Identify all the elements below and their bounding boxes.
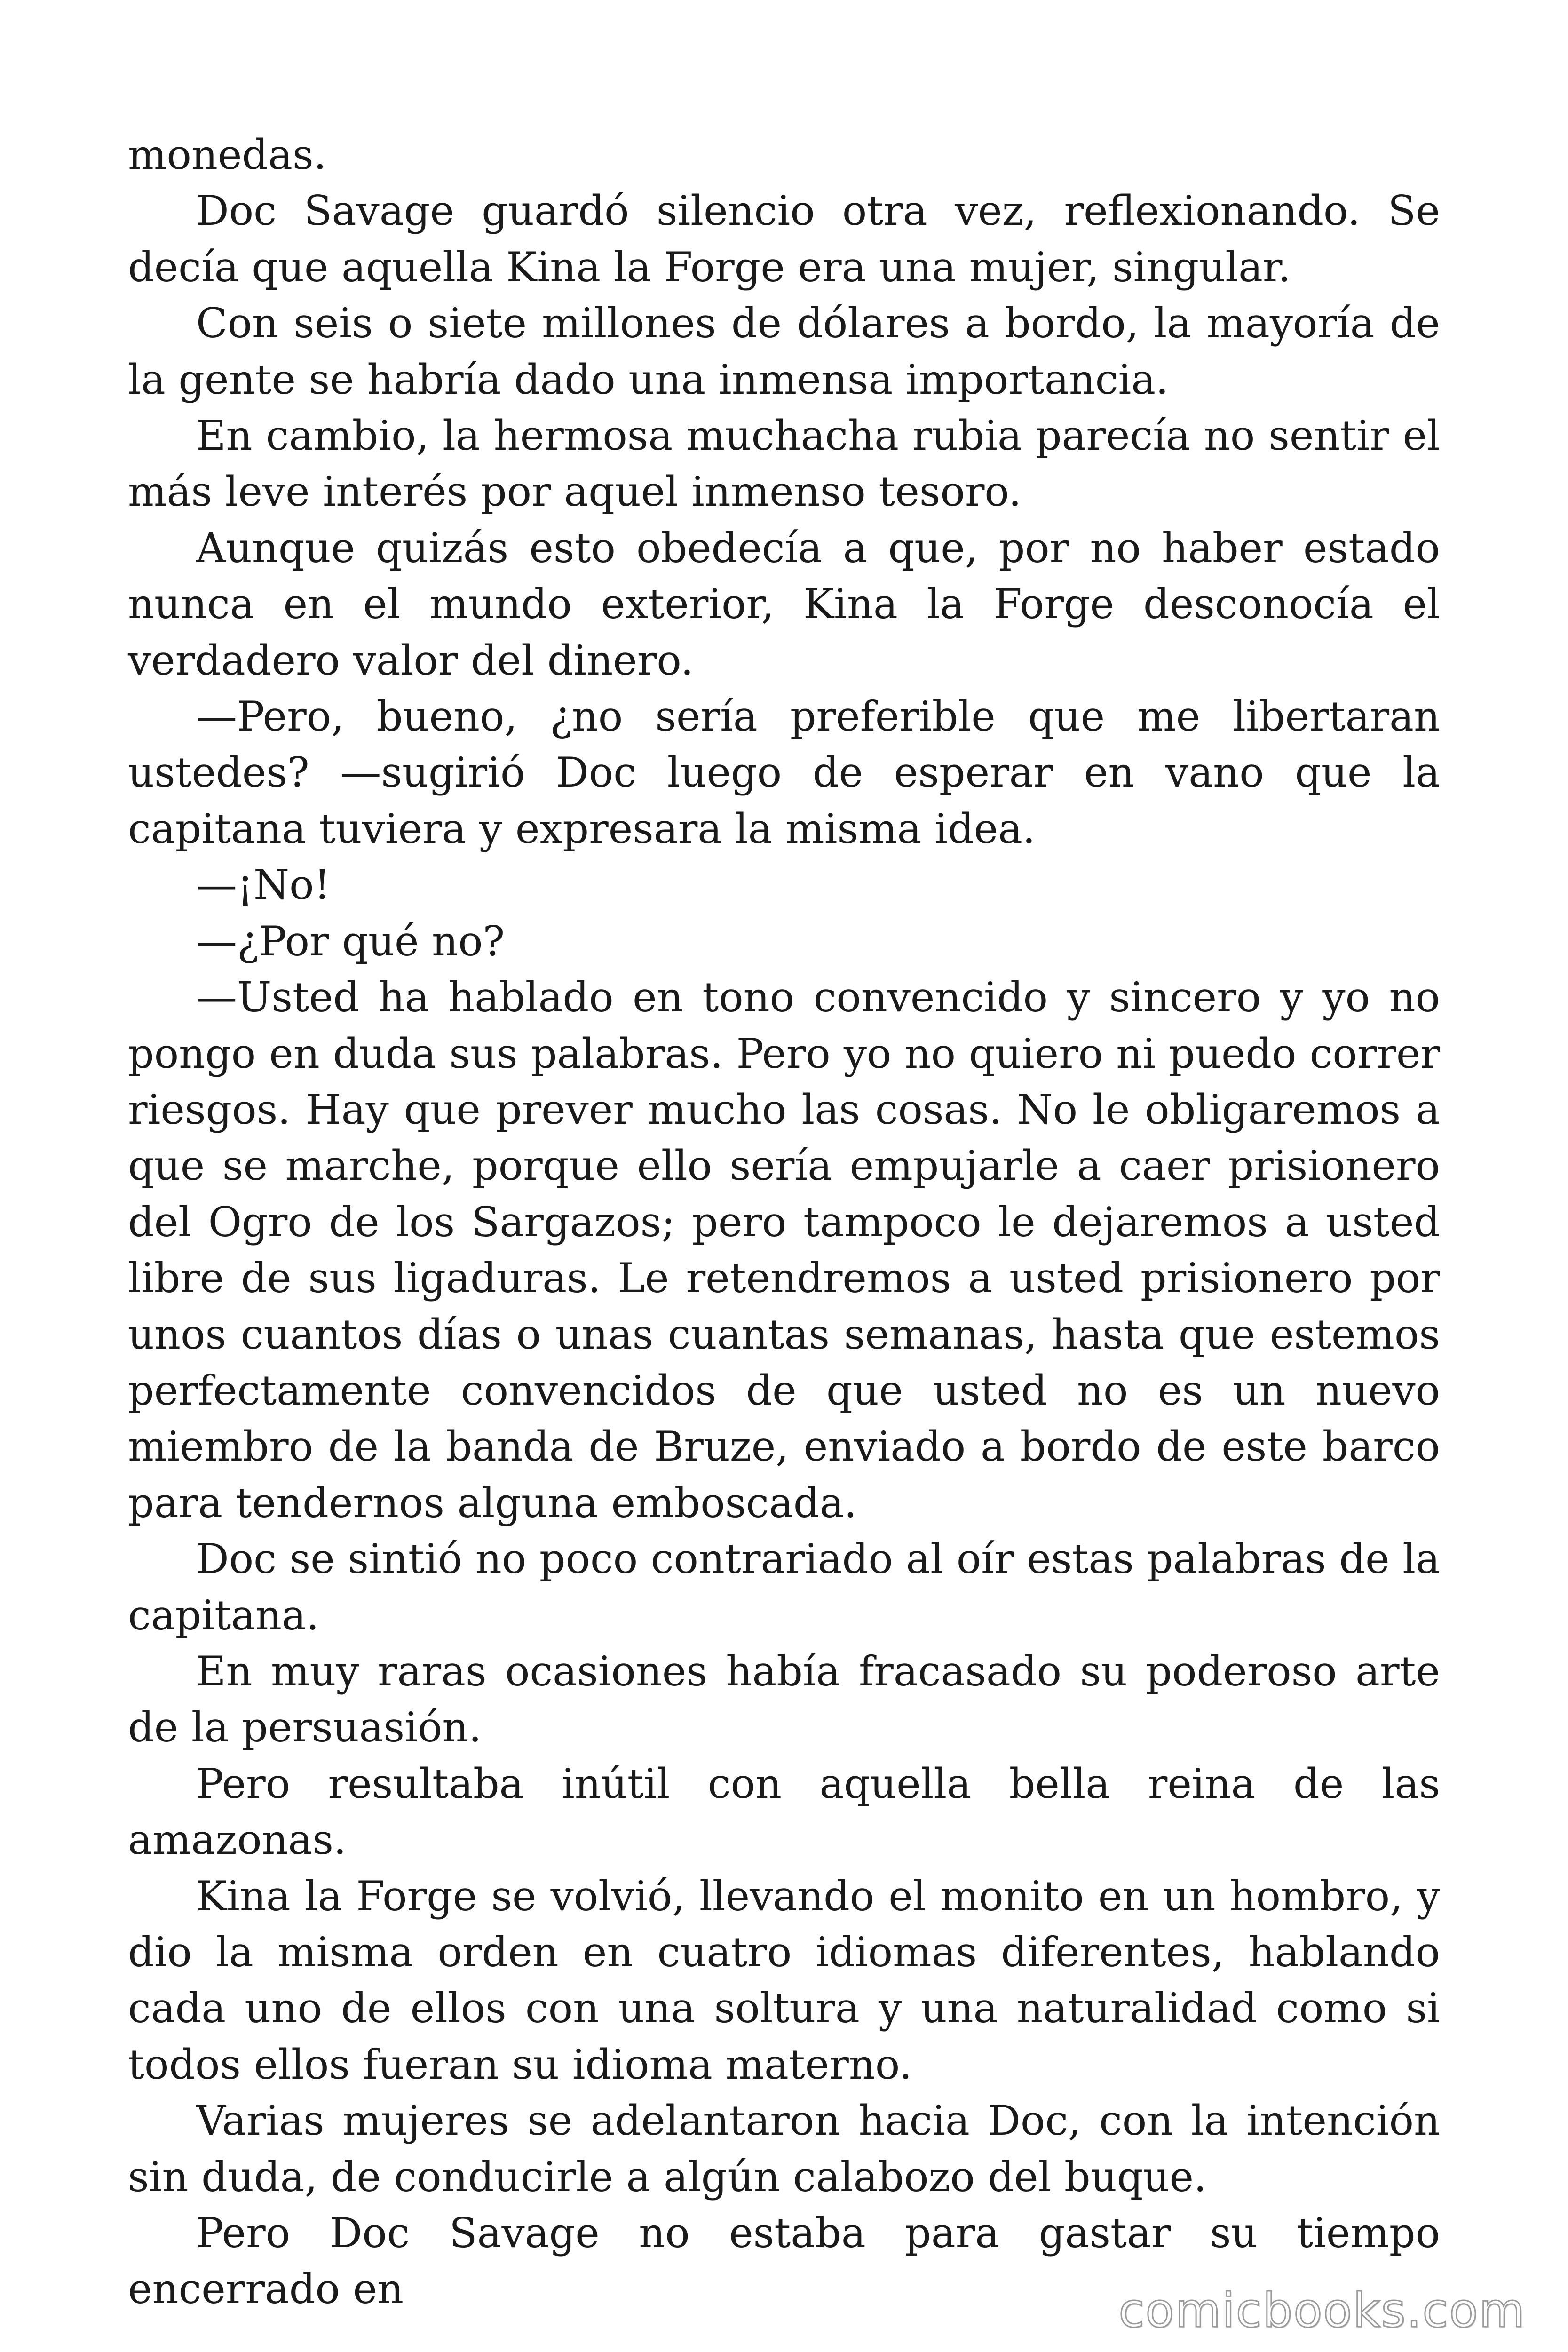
paragraph: En muy raras ocasiones había fracasado su poderoso arte de la persuasión. — [128, 1647, 1440, 1752]
dialogue-paragraph: —Pero, bueno, ¿no sería preferible que me libertaran ustedes? —sugirió Doc luego de esperar en vano que la capitana tuviera y expresara la misma idea. — [128, 692, 1440, 853]
dialogue-paragraph: —¿Por qué no? — [196, 917, 505, 965]
paragraph: Doc Savage guardó silencio otra vez, reflexionando. Se decía que aquella Kina la Forge era una mujer, singular. — [128, 187, 1440, 291]
paragraph: Varias mujeres se adelantaron hacia Doc, con la intención sin duda, de conducirle a algún calabozo del buque. — [128, 2097, 1440, 2201]
watermark-logo: comicbooks.com — [1118, 2283, 1526, 2338]
paragraph: En cambio, la hermosa muchacha rubia parecía no sentir el más leve interés por aquel inmenso tesoro. — [128, 412, 1440, 516]
dialogue-paragraph: —Usted ha hablado en tono convencido y sincero y yo no pongo en duda sus palabras. Pero yo no quiero ni puedo correr riesgos. Hay que prever mucho las cosas. No le obligaremos a que se marche, porque ello sería empujarle a caer prisionero del Ogro de los Sargazos; pero tampoco le dejaremos a usted libre de sus ligaduras. Le retendremos a usted prisionero por unos cuantos días o unas cuantas semanas, hasta que estemos perfectamente convencidos de que usted no es un nuevo miembro de la banda de Bruze, enviado a bordo de este barco para tendernos alguna emboscada. — [128, 973, 1440, 1527]
dialogue-paragraph: —¡No! — [196, 861, 331, 909]
paragraph: Doc se sintió no poco contrariado al oír estas palabras de la capitana. — [128, 1535, 1440, 1639]
paragraph: Kina la Forge se volvió, llevando el monito en un hombro, y dio la misma orden en cuatro idiomas diferentes, hablando cada uno de ellos con una soltura y una naturalidad como si todos ellos fueran su idioma materno. — [128, 1872, 1440, 2089]
paragraph-continuation: monedas. — [128, 131, 327, 179]
paragraph: Pero Doc Savage no estaba para gastar su tiempo encerrado en — [128, 2209, 1440, 2313]
paragraph: Pero resultaba inútil con aquella bella reina de las amazonas. — [128, 1759, 1440, 1864]
paragraph: Con seis o siete millones de dólares a bordo, la mayoría de la gente se habría dado una inmensa importancia. — [128, 299, 1440, 404]
paragraph: Aunque quizás esto obedecía a que, por no haber estado nunca en el mundo exterior, Kina la Forge desconocía el verdadero valor del dinero. — [128, 524, 1440, 684]
book-page-text — [128, 127, 1440, 2313]
